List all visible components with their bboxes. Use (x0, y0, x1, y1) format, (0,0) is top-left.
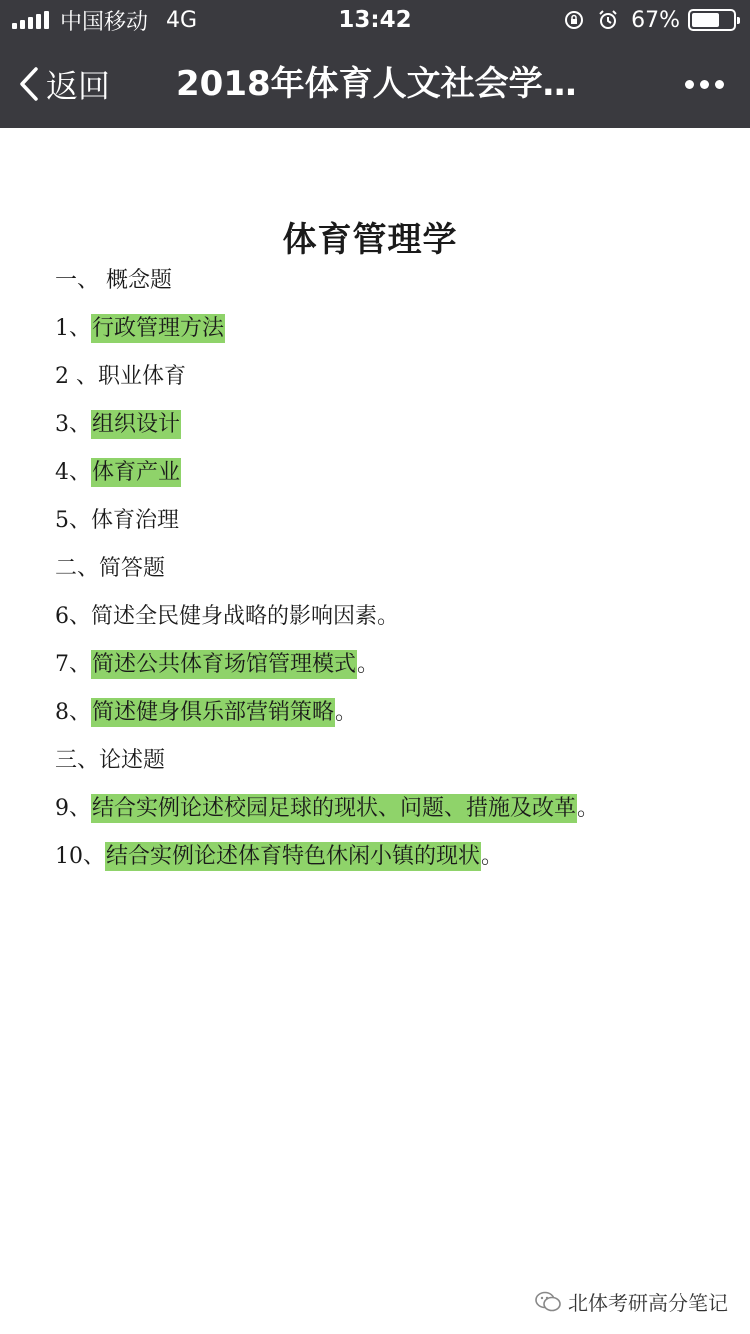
question-line (55, 504, 179, 538)
line-prefix: 3、 (55, 412, 91, 437)
more-dot-icon (700, 80, 709, 89)
back-button[interactable] (18, 40, 110, 128)
line-text: 一、 概念题 (55, 268, 172, 293)
line-suffix: 。 (357, 652, 380, 677)
chevron-left-icon (18, 66, 40, 102)
status-time: 13:42 (338, 7, 412, 33)
more-button[interactable] (679, 40, 724, 128)
section-heading (55, 552, 165, 586)
battery-fill (692, 13, 719, 27)
highlighted-text: 简述健身俱乐部营销策略 (92, 700, 335, 725)
line-prefix: 4、 (55, 460, 91, 485)
more-dot-icon (715, 80, 724, 89)
line-prefix: 2 、职业体育 (55, 364, 186, 389)
document-title: 体育管理学 (282, 220, 458, 260)
line-prefix: 9、 (55, 796, 91, 821)
line-prefix: 8、 (55, 700, 91, 725)
rotation-lock-icon (563, 9, 585, 31)
question-line (55, 456, 181, 490)
section-heading (55, 264, 172, 298)
battery-icon (688, 9, 736, 31)
line-prefix: 二、简答题 (55, 556, 166, 581)
more-dot-icon (685, 80, 694, 89)
line-prefix: 三、论述题 (55, 748, 166, 773)
question-line (55, 360, 186, 394)
back-label: 返回 (46, 67, 111, 105)
carrier-label: 中国移动 (60, 9, 149, 35)
nav-bar (0, 40, 750, 128)
line-prefix: 5、体育治理 (55, 508, 179, 533)
question-line (55, 408, 181, 442)
highlighted-text: 简述公共体育场馆管理模式 (92, 652, 357, 677)
highlighted-text: 结合实例论述校园足球的现状、问题、措施及改革 (92, 796, 577, 821)
question-line (55, 600, 399, 634)
battery-percent: 67% (631, 7, 680, 33)
document-page (0, 128, 750, 1334)
wechat-icon (534, 1290, 562, 1314)
line-prefix: 7、 (55, 652, 91, 677)
watermark-text: 北体考研高分笔记 (568, 1291, 728, 1315)
alarm-icon (597, 9, 619, 31)
section-heading (55, 744, 165, 778)
line-prefix: 10、 (55, 844, 105, 869)
watermark (534, 1287, 728, 1316)
network-label: 4G (166, 7, 198, 33)
page-title: 2018年体育人文社会学… (176, 64, 577, 104)
status-right (563, 0, 736, 40)
question-line (55, 792, 599, 826)
highlighted-text: 组织设计 (92, 412, 181, 437)
question-line (55, 696, 357, 730)
highlighted-text: 行政管理方法 (92, 316, 225, 341)
line-suffix: 。 (577, 796, 600, 821)
question-line (55, 648, 379, 682)
line-suffix: 。 (335, 700, 358, 725)
question-line (55, 312, 225, 346)
line-suffix: 。 (481, 844, 504, 869)
highlighted-text: 体育产业 (92, 460, 181, 485)
highlighted-text: 结合实例论述体育特色休闲小镇的现状 (106, 844, 481, 869)
line-prefix: 1、 (55, 316, 91, 341)
status-bar (0, 0, 750, 40)
question-line (55, 840, 503, 874)
line-prefix: 6、简述全民健身战略的影响因素。 (55, 604, 399, 629)
